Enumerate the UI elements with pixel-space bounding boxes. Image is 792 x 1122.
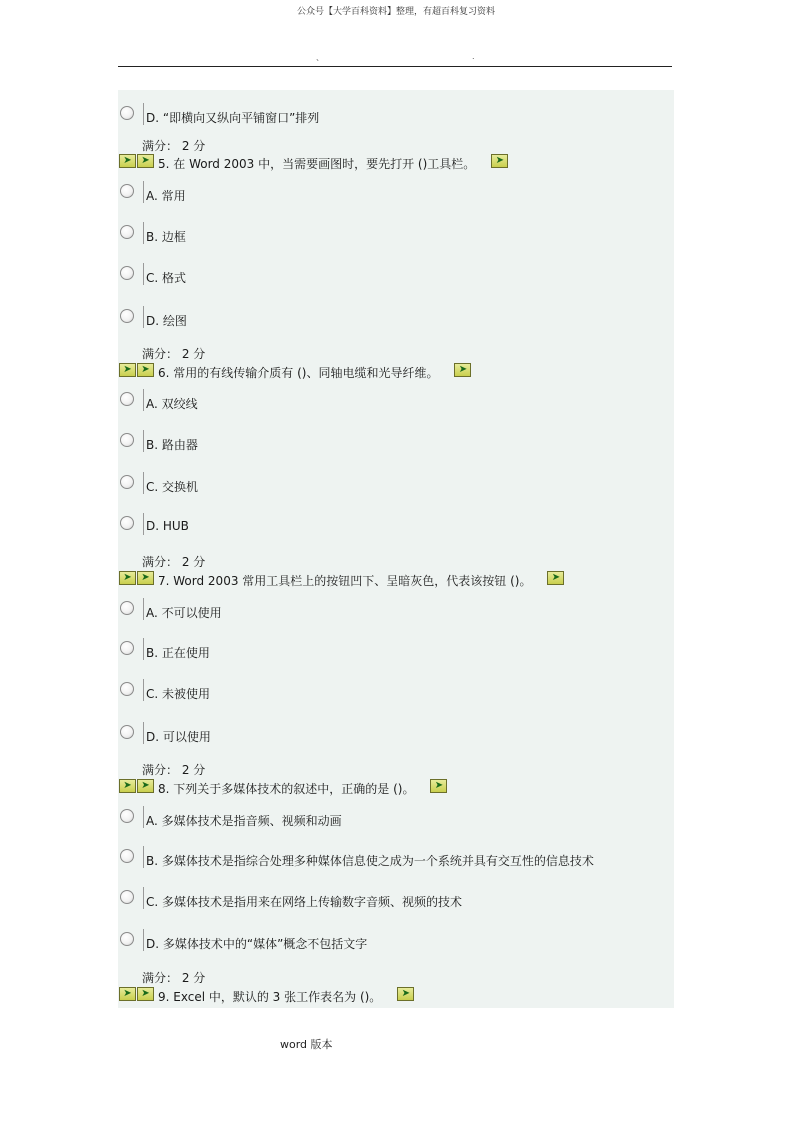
option-label: D. 可以使用	[146, 730, 211, 744]
option-radio[interactable]	[120, 890, 134, 904]
question-row	[118, 154, 674, 174]
option-divider	[143, 846, 144, 868]
option-label: C. 格式	[146, 271, 187, 285]
flag-arrow-icon[interactable]: ➤	[119, 571, 136, 585]
option-label: C. 多媒体技术是指用来在网络上传输数字音频、视频的技术	[146, 895, 463, 909]
option-divider	[143, 306, 144, 328]
option-label: D. 多媒体技术中的“媒体”概念不包括文字	[146, 937, 368, 951]
option-divider	[143, 806, 144, 828]
option-radio[interactable]	[120, 809, 134, 823]
question-row	[118, 571, 674, 591]
option-label: A. 多媒体技术是指音频、视频和动画	[146, 814, 342, 828]
top-banner: 公众号【大学百科资料】整理，有超百科复习资料	[296, 7, 495, 17]
option-radio[interactable]	[120, 184, 134, 198]
header-mark: .	[472, 52, 475, 61]
option-divider	[143, 513, 144, 535]
option-label: D. “即横向又纵向平铺窗口”排列	[146, 111, 320, 125]
option-divider	[143, 181, 144, 203]
option-radio[interactable]	[120, 601, 134, 615]
flag-arrow-icon[interactable]: ➤	[397, 987, 414, 1001]
score-label: 满分： 2 分	[142, 555, 206, 569]
question-number: 9.	[158, 990, 170, 1004]
option-radio[interactable]	[120, 725, 134, 739]
flag-arrow-icon[interactable]: ➤	[547, 571, 564, 585]
score-label: 满分： 2 分	[142, 971, 206, 985]
option-divider	[143, 887, 144, 909]
option-radio[interactable]	[120, 266, 134, 280]
option-radio[interactable]	[120, 932, 134, 946]
option-radio[interactable]	[120, 392, 134, 406]
option-radio[interactable]	[120, 849, 134, 863]
question-text	[158, 364, 438, 381]
option-label: B. 边框	[146, 230, 186, 244]
question-body: 常用的有线传输介质有 ()、同轴电缆和光导纤维。	[169, 366, 439, 380]
flag-arrow-icon[interactable]: ➤	[119, 154, 136, 168]
score-label: 满分： 2 分	[142, 763, 206, 777]
option-radio[interactable]	[120, 682, 134, 696]
flag-arrow-icon[interactable]: ➤	[137, 987, 154, 1001]
flag-arrow-icon[interactable]: ➤	[491, 154, 508, 168]
option-label: B. 路由器	[146, 438, 198, 452]
question-text	[158, 155, 475, 172]
flag-arrow-icon[interactable]: ➤	[119, 363, 136, 377]
flag-arrow-icon[interactable]: ➤	[137, 571, 154, 585]
header-rule	[118, 66, 672, 67]
score-label: 满分： 2 分	[142, 139, 206, 153]
option-radio[interactable]	[120, 641, 134, 655]
question-row	[118, 363, 674, 383]
question-body: 在 Word 2003 中，当需要画图时，要先打开 ()工具栏。	[169, 157, 476, 171]
option-label: D. 绘图	[146, 314, 187, 328]
option-radio[interactable]	[120, 516, 134, 530]
option-divider	[143, 389, 144, 411]
question-number: 7.	[158, 574, 170, 588]
option-divider	[143, 638, 144, 660]
question-number: 5.	[158, 157, 170, 171]
quiz-panel	[118, 90, 674, 1008]
question-text	[158, 988, 381, 1005]
flag-arrow-icon[interactable]: ➤	[119, 987, 136, 1001]
question-body: Word 2003 常用工具栏上的按钮凹下、呈暗灰色，代表该按钮 ()。	[169, 574, 532, 588]
question-text	[158, 780, 414, 797]
question-row	[118, 987, 674, 1007]
question-number: 8.	[158, 782, 170, 796]
flag-arrow-icon[interactable]: ➤	[119, 779, 136, 793]
question-row	[118, 779, 674, 799]
option-divider	[143, 679, 144, 701]
option-divider	[143, 103, 144, 125]
option-label: B. 正在使用	[146, 646, 210, 660]
flag-arrow-icon[interactable]: ➤	[454, 363, 471, 377]
option-label: A. 不可以使用	[146, 606, 222, 620]
option-radio[interactable]	[120, 475, 134, 489]
option-radio[interactable]	[120, 106, 134, 120]
option-divider	[143, 263, 144, 285]
option-divider	[143, 222, 144, 244]
header-mark: 、	[316, 53, 324, 62]
option-label: A. 双绞线	[146, 397, 198, 411]
option-label: C. 交换机	[146, 480, 199, 494]
page-footer: word 版本	[280, 1038, 333, 1051]
score-label: 满分： 2 分	[142, 347, 206, 361]
option-divider	[143, 430, 144, 452]
question-body: 下列关于多媒体技术的叙述中，正确的是 ()。	[169, 782, 415, 796]
option-divider	[143, 598, 144, 620]
flag-arrow-icon[interactable]: ➤	[137, 779, 154, 793]
flag-arrow-icon[interactable]: ➤	[137, 154, 154, 168]
option-radio[interactable]	[120, 309, 134, 323]
option-label: A. 常用	[146, 189, 186, 203]
option-radio[interactable]	[120, 433, 134, 447]
option-label: D. HUB	[146, 519, 189, 533]
question-number: 6.	[158, 366, 170, 380]
option-label: C. 未被使用	[146, 687, 211, 701]
option-radio[interactable]	[120, 225, 134, 239]
flag-arrow-icon[interactable]: ➤	[137, 363, 154, 377]
question-text	[158, 572, 531, 589]
option-label: B. 多媒体技术是指综合处理多种媒体信息使之成为一个系统并具有交互性的信息技术	[146, 854, 594, 868]
option-divider	[143, 929, 144, 951]
option-divider	[143, 472, 144, 494]
flag-arrow-icon[interactable]: ➤	[430, 779, 447, 793]
option-divider	[143, 722, 144, 744]
question-body: Excel 中，默认的 3 张工作表名为 ()。	[169, 990, 382, 1004]
